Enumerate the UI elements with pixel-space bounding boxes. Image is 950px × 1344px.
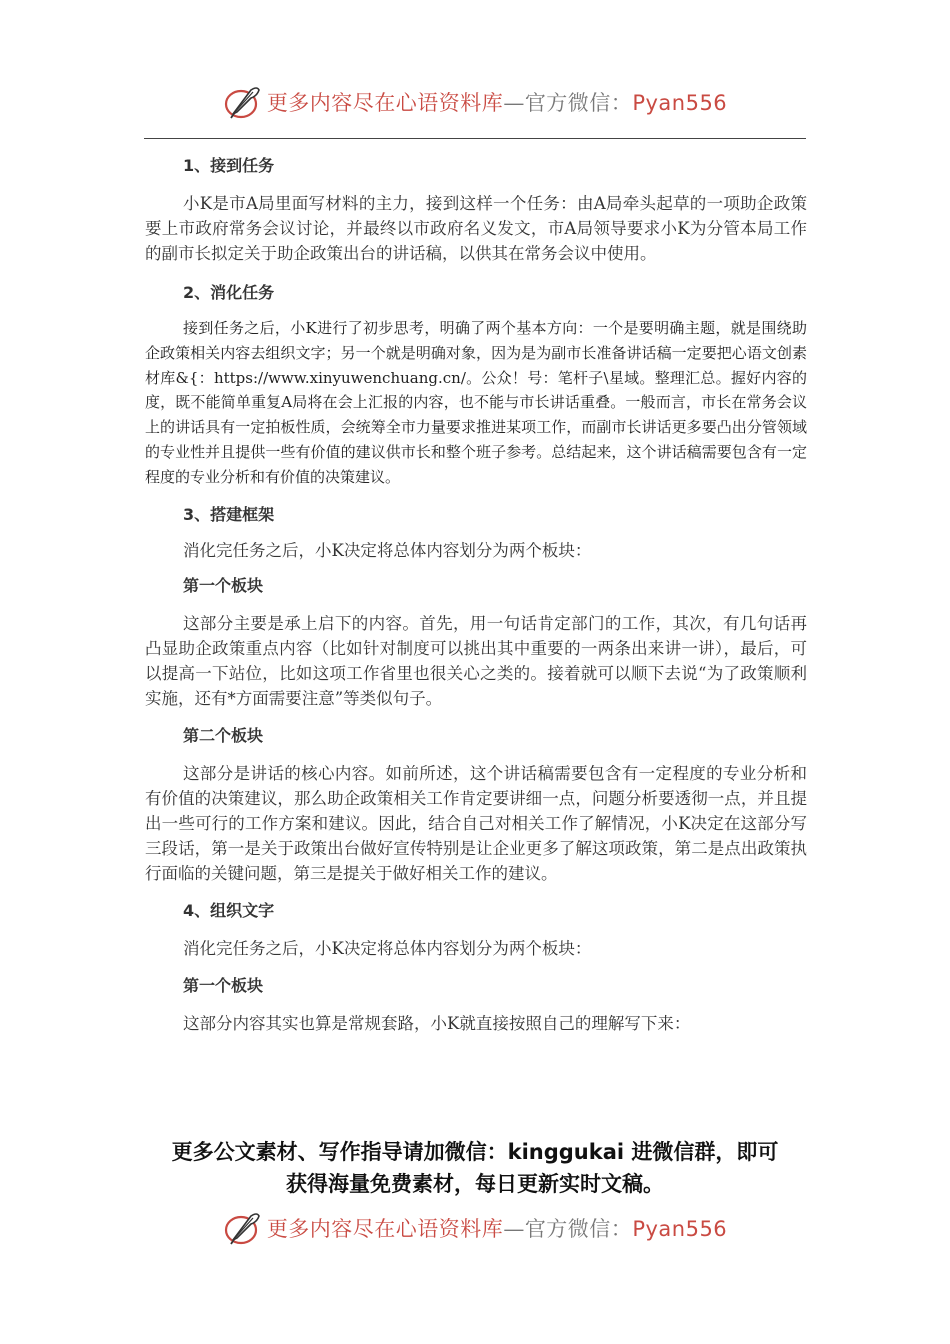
block-title-4-1: 第一个板块 xyxy=(183,975,264,995)
promo-line-2: 获得海量免费素材，每日更新实时文稿。 xyxy=(286,1172,664,1196)
promo-line-1: 更多公文素材、写作指导请加微信：kinggukai 进微信群，即可 xyxy=(171,1140,779,1164)
brand-slogan xyxy=(267,87,727,117)
brand-slogan-text: 更多内容尽在心语资料库 xyxy=(266,91,504,115)
footer-promo xyxy=(120,1136,830,1200)
section-heading-3: 3、搭建框架 xyxy=(183,504,275,524)
section-paragraph-1: 小K是市A局里面写材料的主力，接到这样一个任务：由A局牵头起草的一项助企政策要上市政府常务会议讨论，并最终以市政府名义发文，市A局领导要求小K为分管本局工作的副市长拟定关于助企政策出台的讲话稿，以供其在常务会议中使用。 xyxy=(145,194,807,263)
section-paragraph-2: 接到任务之后，小K进行了初步思考，明确了两个基本方向：一个是要明确主题，就是围绕助企政策相关内容去组织文字；另一个就是明确对象，因为是为副市长准备讲话稿一定要把心语文创素材库&{：https://www.xinyuwenchuang.cn/。公众！号：笔杆子\星域。整理汇总。握好内容的度，既不能简单重复A局将在会上汇报的内容，也不能与市长讲话重叠。一般而言，市长在常务会议上的讲话具有一定拍板性质，会统筹全市力量要求推进某项工作，而副市长讲话更多要凸出分管领域的专业性并且提供一些有价值的建议供市长和整个班子参考。总结起来，这个讲话稿需要包含有一定程度的专业分析和有价值的决策建议。 xyxy=(145,319,807,486)
brand-slogan-text: 更多内容尽在心语资料库 xyxy=(266,1217,504,1241)
brand-wechat-id: Pyan556 xyxy=(632,1217,728,1241)
block-paragraph-3-1: 这部分主要是承上启下的内容。首先，用一句话肯定部门的工作，其次，有几句话再凸显助企政策重点内容（比如针对制度可以挑出其中重要的一两条出来讲一讲），最后，可以提高一下站位，比如这项工作省里也很关心之类的。接着就可以顺下去说“为了政策顺利实施，还有*方面需要注意”等类似句子。 xyxy=(145,613,807,708)
document-body xyxy=(145,150,807,1036)
quill-pen-icon xyxy=(223,82,263,122)
block-title-3-1: 第一个板块 xyxy=(183,575,264,595)
section-heading-2: 2、消化任务 xyxy=(183,283,275,302)
block-title-3-2: 第二个板块 xyxy=(183,725,264,745)
block-paragraph-3-2: 这部分是讲话的核心内容。如前所述，这个讲话稿需要包含有一定程度的专业分析和有价值的决策建议，那么助企政策相关工作肯定要讲细一点，问题分析要透彻一点，并且提出一些可行的工作方案和建议。因此，结合自己对相关工作了解情况，小K决定在这部分写三段话，第一是关于政策出台做好宣传特别是让企业更多了解这项政策，第二是点出政策执行面临的关键问题，第三是提关于做好相关工作的建议。 xyxy=(145,763,807,883)
brand-footer xyxy=(0,1206,950,1250)
brand-slogan xyxy=(267,1213,727,1243)
brand-wechat-label: 官方微信： xyxy=(524,1217,633,1241)
quill-pen-icon xyxy=(223,1208,263,1248)
section-heading-1: 1、接到任务 xyxy=(183,156,275,175)
section-paragraph-3: 消化完任务之后，小K决定将总体内容划分为两个板块： xyxy=(183,540,592,560)
brand-wechat-label: 官方微信： xyxy=(524,91,633,115)
section-paragraph-4: 消化完任务之后，小K决定将总体内容划分为两个板块： xyxy=(183,938,592,958)
block-paragraph-4-1: 这部分内容其实也算是常规套路，小K就直接按照自己的理解写下来： xyxy=(183,1013,691,1033)
brand-header xyxy=(0,80,950,124)
brand-wechat-id: Pyan556 xyxy=(632,91,728,115)
brand-dash: — xyxy=(503,91,525,115)
section-heading-4: 4、组织文字 xyxy=(183,900,275,920)
header-divider xyxy=(144,138,806,139)
brand-dash: — xyxy=(503,1217,525,1241)
